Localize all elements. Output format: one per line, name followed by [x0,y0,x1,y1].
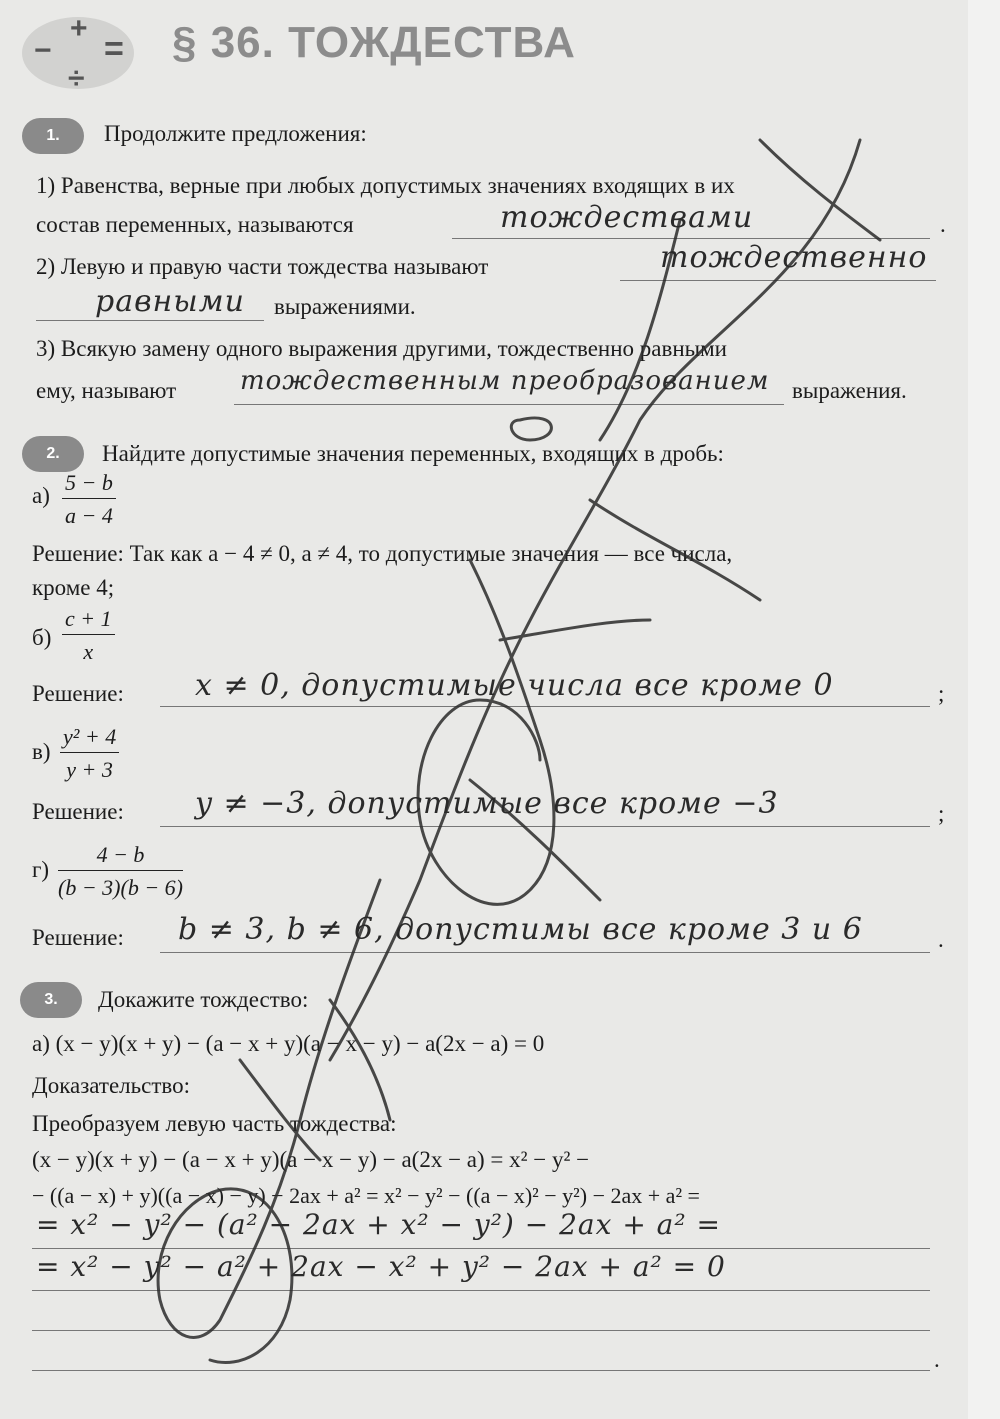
proof-line-2: − ((a − x) + y)((a − x) − y) − 2ax + a² = x² − y² − ((a − x)² − y²) − 2ax + a² = [32,1183,700,1208]
task1-heading: Продолжите предложения: [104,121,367,146]
item-d-solution-label: Решение: [32,925,124,950]
fraction-b-denominator: x [83,639,94,664]
task3-heading: Докажите тождество: [98,987,309,1012]
task1-sentence3-line2: ему, называют [36,378,177,403]
fraction-c-numerator: y² + 4 [60,724,119,753]
item-a-solution-line2: кроме 4; [32,575,115,600]
task1-sentence1-end: . [940,212,946,237]
proof-end: . [934,1347,940,1372]
handwritten-proof-1: = x² − y² − (a² − 2ax + x² − y²) − 2ax + a² = [36,1208,721,1241]
svg-text:−: − [34,34,52,67]
handwritten-answer-3: тождественным преобразованием [240,366,770,396]
handwritten-answer-d: b ≠ 3, b ≠ 6, допустимы все кроме 3 и 6 [178,912,863,947]
handwritten-answer-2b: равными [95,284,245,319]
handwritten-answer-2a: тождественно [660,240,928,275]
handwritten-answer-c: y ≠ −3, допустимые все кроме −3 [195,786,779,821]
fraction-d-denominator: (b − 3)(b − 6) [58,875,183,900]
item-b-end: ; [938,681,945,706]
item-d-end: . [938,927,944,952]
svg-text:+: + [70,12,88,45]
proof-label: Доказательство: [32,1073,191,1098]
svg-text:÷: ÷ [68,62,85,95]
task2-heading: Найдите допустимые значения переменных, входящих в дробь: [102,441,724,466]
fraction-a-numerator: 5 − b [62,470,116,499]
page-title: § 36. ТОЖДЕСТВА [172,18,576,67]
handwritten-answer-b: x ≠ 0, допустимые числа все кроме 0 [195,668,834,703]
handwritten-answer-1: тождествами [500,200,754,235]
item-c-label: в) [32,739,51,764]
task-badge-2: 2. [22,436,84,472]
task-badge-3: 3. [20,982,82,1018]
task1-sentence2-end: выражениями. [274,294,416,319]
proof-line-1: (x − y)(x + y) − (a − x + y)(a − x − y) − a(2x − a) = x² − y² − [32,1147,590,1172]
fraction-d-numerator: 4 − b [58,842,183,871]
item-c-solution-label: Решение: [32,799,124,824]
fraction-a-denominator: a − 4 [65,503,113,528]
svg-text:=: = [104,30,124,68]
item-b-solution-label: Решение: [32,681,124,706]
item-a-label: а) [32,483,50,508]
item-b-label: б) [32,625,52,650]
item-c-end: ; [938,801,945,826]
proof-intro: Преобразуем левую часть тождества: [32,1111,397,1136]
item-d-label: г) [32,857,50,882]
task1-sentence2-line1: 2) Левую и правую части тождества называют [36,254,489,279]
task1-sentence3-line1: 3) Всякую замену одного выражения другими, тождественно равными [36,336,727,361]
task1-sentence1-line2: состав переменных, называются [36,212,354,237]
task3-expression: а) (x − y)(x + y) − (a − x + y)(a − x − y) − a(2x − a) = 0 [32,1031,545,1056]
task1-sentence3-end: выражения. [792,378,907,403]
fraction-c-denominator: y + 3 [66,757,113,782]
task-badge-1: 1. [22,118,84,154]
item-a-solution-line1: Решение: Так как a − 4 ≠ 0, a ≠ 4, то допустимые значения — все числа, [32,541,733,566]
task1-sentence1-line1: 1) Равенства, верные при любых допустимых значениях входящих в их [36,173,735,198]
handwritten-proof-2: = x² − y² − a² + 2ax − x² + y² − 2ax + a² = 0 [36,1250,726,1283]
fraction-b-numerator: c + 1 [62,606,115,635]
